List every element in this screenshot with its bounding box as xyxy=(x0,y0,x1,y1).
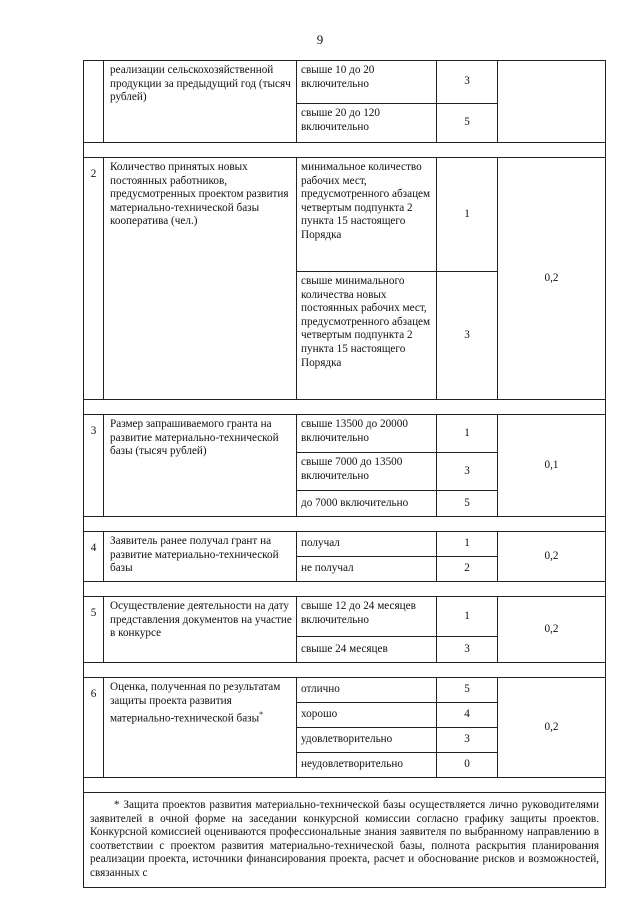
option-label: минимальное количество рабочих мест, предусмотренного абзацем четвертым подпункта 2 пункта 15 настоящего Порядка xyxy=(297,158,437,272)
option-label: свыше 12 до 24 месяцев включительно xyxy=(297,597,437,637)
row-number: 6 xyxy=(84,678,104,778)
option-label: свыше 10 до 20 включительно xyxy=(297,61,437,104)
criterion-weight: 0,2 xyxy=(498,597,606,663)
footnote-row xyxy=(84,793,606,888)
option-score: 5 xyxy=(437,104,498,143)
criterion-text: Осуществление деятельности на дату представления документов на участие в конкурсе xyxy=(104,597,297,663)
row-spacer xyxy=(84,517,606,532)
option-score: 1 xyxy=(437,597,498,637)
criterion-text: Размер запрашиваемого гранта на развитие материально-технической базы (тысяч рублей) xyxy=(104,415,297,517)
option-score: 3 xyxy=(437,728,498,753)
row-spacer xyxy=(84,663,606,678)
footnote-mark: * xyxy=(259,710,264,720)
row-number: 2 xyxy=(84,158,104,400)
page-number: 9 xyxy=(316,32,324,47)
table-row xyxy=(84,597,606,637)
row-spacer xyxy=(84,143,606,158)
option-label: неудовлетворительно xyxy=(297,753,437,778)
option-label: свыше минимального количества новых постоянных рабочих мест, предусмотренного абзацем четвертым подпункта 2 пункта 15 настоящего Порядка xyxy=(297,272,437,400)
criterion-text: Количество принятых новых постоянных работников, предусмотренных проектом развития материально-технической базы кооператива (чел.) xyxy=(104,158,297,400)
criterion-cell xyxy=(104,678,297,778)
option-label: отлично xyxy=(297,678,437,703)
criterion-weight: 0,1 xyxy=(498,415,606,517)
row-spacer xyxy=(84,778,606,793)
option-label: свыше 20 до 120 включительно xyxy=(297,104,437,143)
criterion-weight xyxy=(498,61,606,143)
criterion-weight: 0,2 xyxy=(498,158,606,400)
row-number: 4 xyxy=(84,532,104,582)
option-score: 0 xyxy=(437,753,498,778)
row-number: 5 xyxy=(84,597,104,663)
option-score: 3 xyxy=(437,61,498,104)
table-row xyxy=(84,532,606,557)
option-score: 5 xyxy=(437,491,498,517)
footnote-cell xyxy=(84,793,606,888)
table-row xyxy=(84,61,606,104)
option-score: 4 xyxy=(437,703,498,728)
option-label: удовлетворительно xyxy=(297,728,437,753)
criterion-text: Заявитель ранее получал грант на развитие материально-технической базы xyxy=(104,532,297,582)
row-number xyxy=(84,61,104,143)
footnote-text: * Защита проектов развития материально-технической базы осуществляется лично руководителями заявителей в очной форме на заседании конкурсной комиссии согласно графику защиты проектов. Конкурсной комиссией оцениваются профессиональные знания заявителя по выбранному направлению в соответствии с проектом развития материально-технической базы, полнота раскрытия планирования реализации проекта, источники финансирования проекта, расчет и обоснование рисков и возможностей, связанных с xyxy=(90,799,599,879)
criterion-text: реализации сельскохозяйственной продукции за предыдущий год (тысяч рублей) xyxy=(104,61,297,143)
option-label: свыше 13500 до 20000 включительно xyxy=(297,415,437,453)
option-score: 1 xyxy=(437,532,498,557)
option-score: 1 xyxy=(437,158,498,272)
option-label: свыше 7000 до 13500 включительно xyxy=(297,453,437,491)
option-score: 3 xyxy=(437,453,498,491)
option-score: 1 xyxy=(437,415,498,453)
row-spacer xyxy=(84,400,606,415)
criteria-table xyxy=(83,60,606,888)
option-label: до 7000 включительно xyxy=(297,491,437,517)
table-row xyxy=(84,415,606,453)
row-spacer xyxy=(84,582,606,597)
option-label: свыше 24 месяцев xyxy=(297,637,437,663)
criterion-weight: 0,2 xyxy=(498,532,606,582)
option-score: 2 xyxy=(437,557,498,582)
row-number: 3 xyxy=(84,415,104,517)
table-row xyxy=(84,678,606,703)
criterion-text: Оценка, полученная по результатам защиты проекта развития материально-технической базы xyxy=(110,681,281,725)
option-label: хорошо xyxy=(297,703,437,728)
option-label: не получал xyxy=(297,557,437,582)
criterion-weight: 0,2 xyxy=(498,678,606,778)
table-row xyxy=(84,158,606,272)
option-score: 3 xyxy=(437,637,498,663)
option-score: 5 xyxy=(437,678,498,703)
option-label: получал xyxy=(297,532,437,557)
option-score: 3 xyxy=(437,272,498,400)
